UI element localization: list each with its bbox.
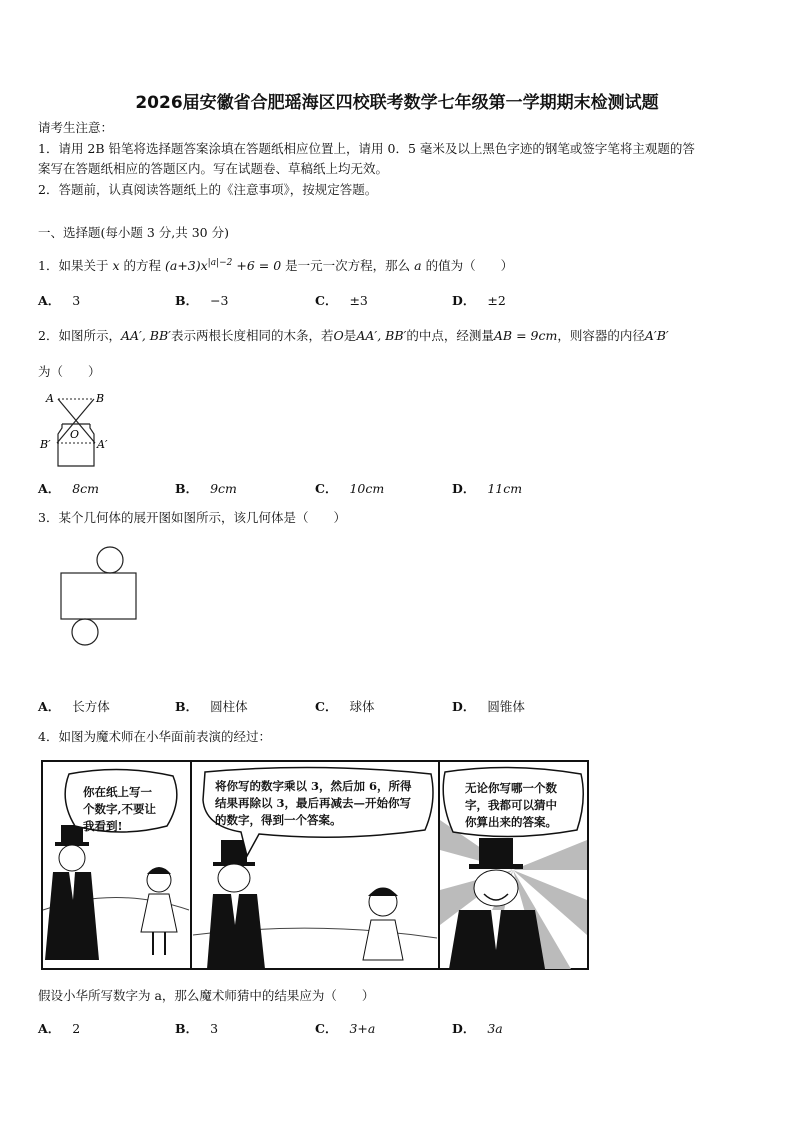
notice-line-1b: 案写在答题纸相应的答题区内。写在试题卷、草稿纸上均无效。	[38, 161, 389, 176]
section-heading: 一、选择题(每小题 3 分,共 30 分)	[38, 225, 229, 240]
q4-option-b: B． 3	[175, 1021, 219, 1036]
q4-option-a: A． 2	[38, 1021, 81, 1036]
label-b: B	[96, 392, 105, 405]
q1-prefix: 1．如果关于	[38, 258, 109, 274]
question-2-line-2: 为（ ）	[38, 364, 101, 379]
q2-option-b: B． 9cm	[175, 481, 237, 496]
label-b-prime: B′	[40, 438, 51, 451]
q1-option-a: A． 3	[38, 293, 81, 308]
notice-line-2: 2．答题前，认真阅读答题纸上的《注意事项》，按规定答题。	[38, 182, 378, 197]
question-2-line-1: 2．如图所示，AA′, BB′表示两根长度相同的木条，若O是AA′, BB′的中点，经测量AB = 9cm，则容器的内径A′B′	[38, 328, 669, 343]
q1-equation-tail: +6 = 0	[236, 258, 282, 274]
q2-option-a: A． 8cm	[38, 481, 100, 496]
notice-heading: 请考生注意：	[38, 120, 114, 135]
q3-net-figure	[58, 545, 140, 649]
q3-option-d: D． 圆锥体	[452, 699, 525, 714]
q4-option-c: C． 3+a	[315, 1021, 376, 1036]
label-o: O	[70, 428, 80, 441]
q1-option-b: B． −3	[175, 293, 229, 308]
net-top-circle	[97, 547, 123, 573]
q1-option-d: D． ±2	[452, 293, 506, 308]
q1-option-c: C． ±3	[315, 293, 368, 308]
label-a-prime: A′	[97, 438, 108, 451]
page-title: 2026届安徽省合肥瑶海区四校联考数学七年级第一学期期末检测试题	[135, 93, 659, 113]
question-1	[38, 254, 513, 275]
q3-option-a: A． 长方体	[38, 699, 110, 714]
magic-comic	[41, 760, 589, 970]
q2-option-d: D． 11cm	[452, 481, 523, 496]
label-a: A	[46, 392, 54, 405]
question-4: 4．如图为魔术师在小华面前表演的经过：	[38, 729, 271, 744]
q1-exponent: |a|−2	[207, 258, 233, 268]
q1-end: 的值为（ ）	[425, 258, 514, 274]
bubble-3: 无论你写哪一个数 字，我都可以猜中 你算出来的答案。	[465, 781, 557, 829]
q2-option-c: C． 10cm	[315, 481, 385, 496]
q4-option-d: D． 3a	[452, 1021, 503, 1036]
q1-suffix: 是一元一次方程，那么	[285, 258, 411, 274]
q1-mid: 的方程	[123, 258, 161, 274]
q1-var: x	[112, 258, 120, 274]
q2-container-figure	[38, 388, 118, 470]
q3-option-c: C． 球体	[315, 699, 375, 714]
q3-option-b: B． 圆柱体	[175, 699, 248, 714]
question-4-after: 假设小华所写数字为 a，那么魔术师猜中的结果应为（ ）	[38, 988, 375, 1003]
bubble-1: 你在纸上写一 个数字,不要让 我看到!	[83, 785, 157, 833]
net-rectangle	[61, 573, 136, 619]
q1-equation: (a+3)x	[164, 258, 208, 274]
question-3: 3．某个几何体的展开图如图所示，该几何体是（ ）	[38, 510, 346, 525]
notice-line-1a: 1．请用 2B 铅笔将选择题答案涂填在答题纸相应位置上，请用 0．5 毫米及以上黑色字迹的钢笔或签字笔将主观题的答	[38, 141, 695, 156]
q1-var2: a	[414, 258, 422, 274]
bubble-2: 将你写的数字乘以 3，然后加 6，所得 结果再除以 3，最后再减去—开始你写 的数字，得到一个答案。	[215, 779, 412, 827]
net-bottom-circle	[72, 619, 98, 645]
